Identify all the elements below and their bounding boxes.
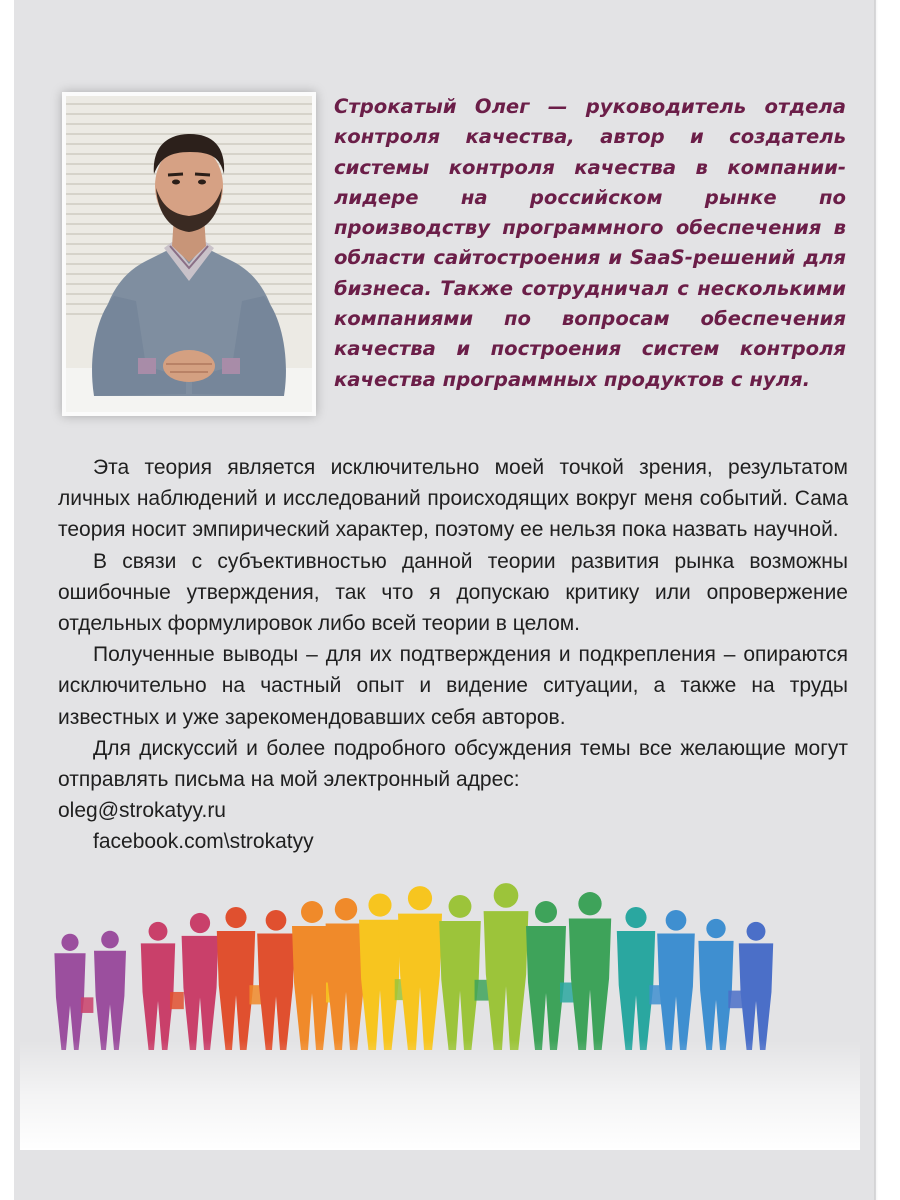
shopper-silhouette (569, 892, 611, 1050)
author-bio-dash: — (529, 95, 586, 118)
shopper-silhouette (739, 922, 773, 1050)
main-text (58, 452, 848, 858)
page-edge-shadow (874, 0, 878, 1200)
shopper-silhouette (257, 910, 295, 1050)
paragraph-conclusions: Полученные выводы – для их подтверждения и подкрепления – опираются исключительно на частный опыт и видение ситуации, а также на труды известных и уже зарекомендовавших себя авторов. (58, 643, 848, 729)
author-photo (66, 96, 312, 412)
shopper-silhouette (617, 907, 665, 1050)
shopper-silhouette (94, 931, 126, 1050)
shopper-silhouette (698, 919, 742, 1050)
shopper-silhouette (182, 913, 219, 1050)
shopper-silhouette (54, 934, 93, 1050)
shopper-silhouette (439, 895, 491, 1050)
shopper-silhouette (141, 922, 184, 1050)
author-name: Строкатый Олег (334, 95, 530, 118)
author-bio (334, 92, 846, 395)
author-bio-text: руководитель отдела контроля качества, автор и создатель системы контроля качества в компании-лидере на российском рынке по производству программного обеспечения в области сайтостроения и SaaS-решений для бизнеса. Также сотрудничал с несколькими компаниями по вопросам обеспечения качества и построения систем контроля качества программных продуктов с нуля. (334, 95, 847, 391)
shopper-silhouette (657, 910, 695, 1050)
paragraph-discussion: Для дискуссий и более подробного обсуждения темы все желающие могут отправлять письма на мой электронный адрес: (58, 736, 848, 792)
author-photo-frame (62, 92, 316, 416)
shopper-silhouette (526, 901, 576, 1050)
shopper-silhouette (217, 907, 265, 1050)
shoppers-crowd-illustration (20, 850, 860, 1150)
author-portrait-image (66, 96, 312, 412)
paragraph-theory: Эта теория является исключительно моей точкой зрения, результатом личных наблюдений и исследований происходящих вокруг меня событий. Сама теория носит эмпирический характер, поэтому ее нельзя пока назвать научной. (58, 456, 848, 542)
shopper-silhouette (484, 883, 529, 1050)
shopper-silhouette (398, 886, 442, 1050)
paragraph-subjectivity: В связи с субъективностью данной теории развития рынка возможны ошибочные утверждения, так что я допускаю критику или опровержение отдельных формулировок либо всей теории в целом. (58, 549, 848, 636)
contact-facebook: facebook.com\strokatyy (93, 830, 314, 854)
contact-email: oleg@strokatyy.ru (58, 799, 226, 823)
